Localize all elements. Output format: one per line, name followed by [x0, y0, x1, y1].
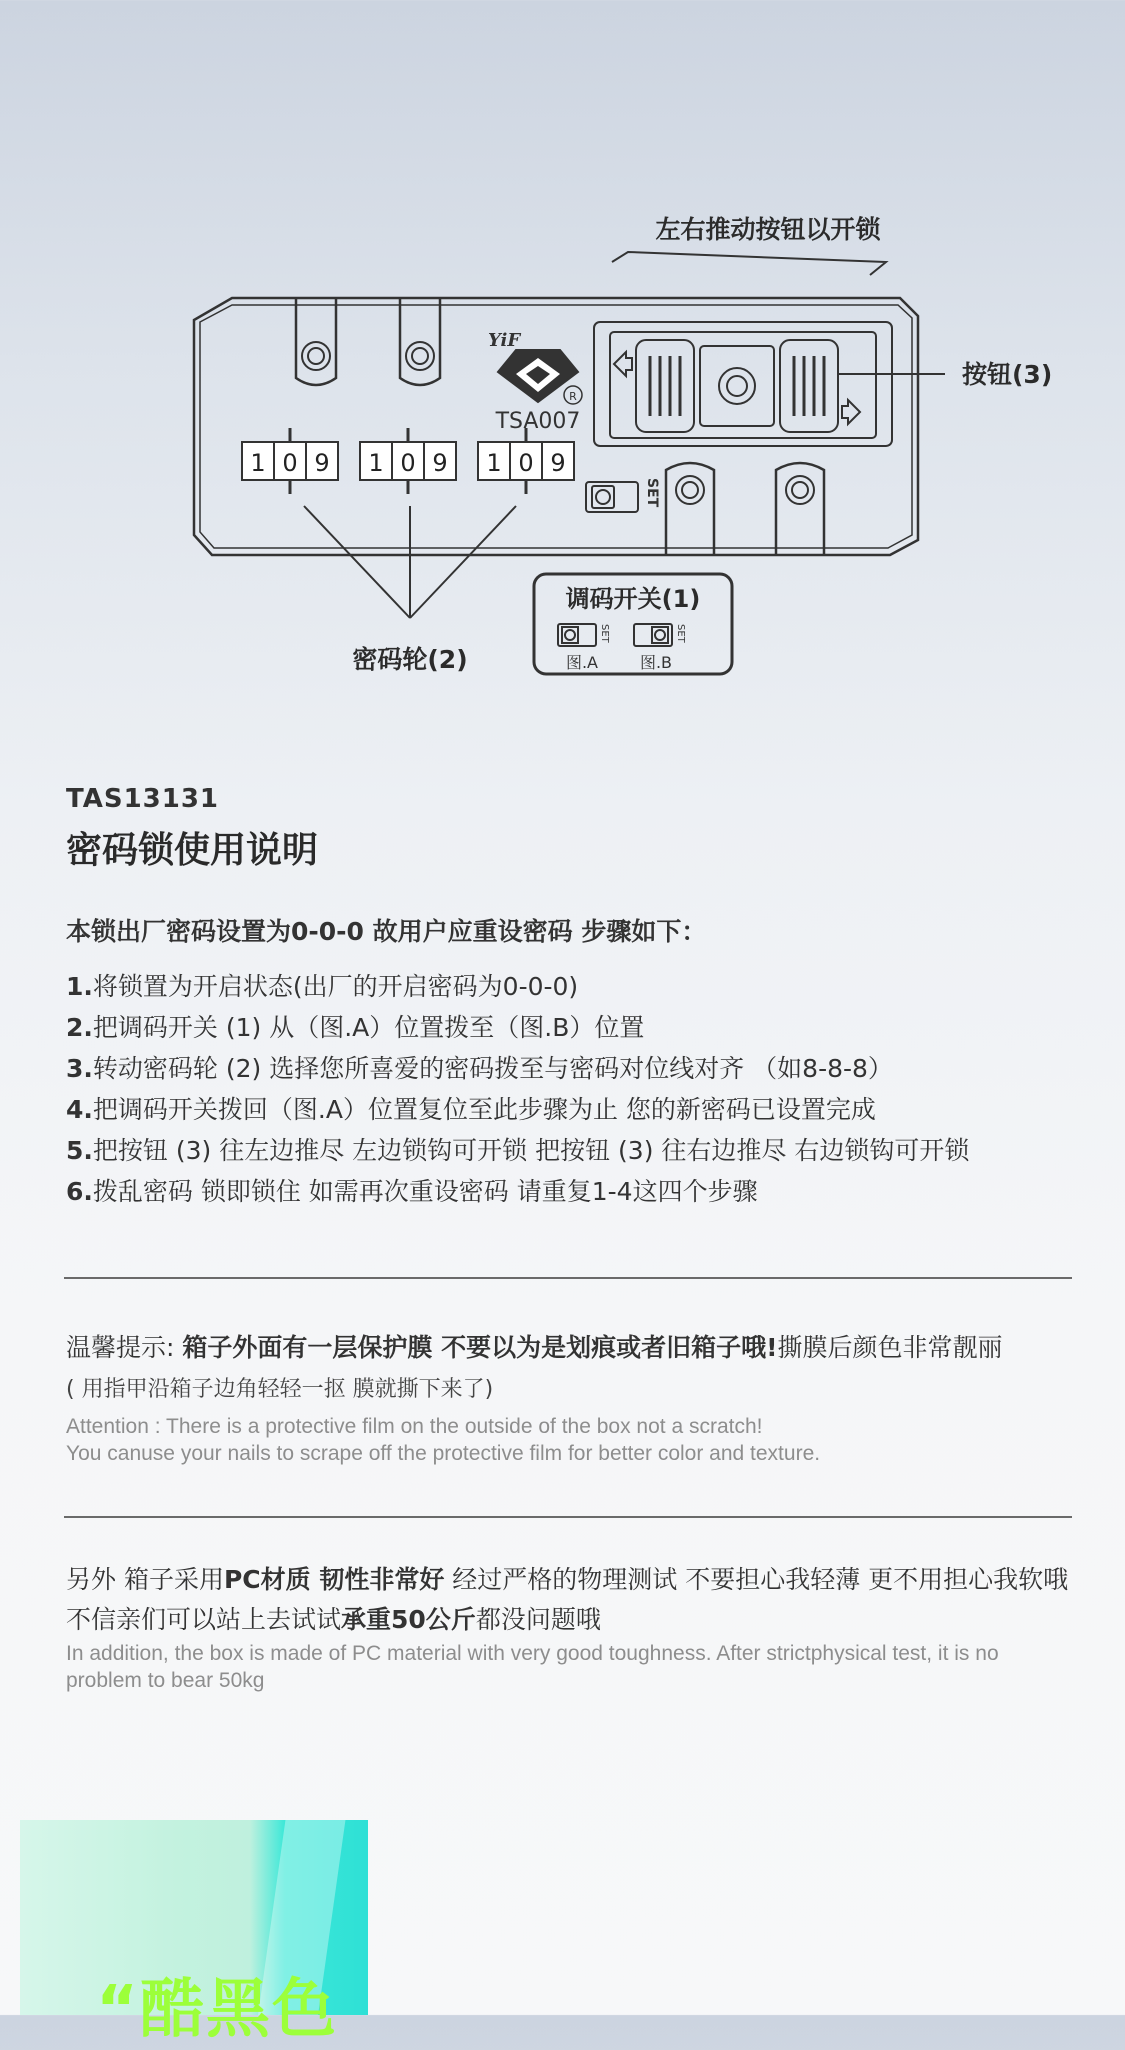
tip-subtext: ( 用指甲沿箱子边角轻轻一抠 膜就撕下来了) [66, 1377, 494, 1402]
material-bold: 承重50公斤 [341, 1605, 476, 1634]
step-number: 6. [66, 1177, 93, 1206]
fig-a-set-label: SET [599, 624, 610, 643]
wheel-digit: 1 [368, 449, 384, 477]
push-arrow-line [612, 252, 886, 275]
arrow-left-icon [614, 352, 632, 376]
steps-list [66, 966, 969, 1212]
wheel-digit: 0 [400, 449, 416, 477]
tip-bold: 箱子外面有一层保护膜 不要以为是划痕或者旧箱子哦! [182, 1333, 778, 1362]
wheel-2 [360, 428, 456, 494]
step-text: 将锁置为开启状态(出厂的开启密码为0-0-0) [92, 972, 579, 1001]
tsa-code: TSA007 [495, 409, 581, 434]
arrow-right-icon [842, 400, 860, 424]
manual-title: 密码锁使用说明 [66, 830, 319, 871]
step-item [66, 966, 969, 1007]
material-text-part: 都没问题哦 [475, 1605, 601, 1634]
wheel-digit: 0 [518, 449, 534, 477]
button-label: 按钮(3) [962, 360, 1053, 389]
set-switch [586, 482, 638, 512]
step-item [66, 1048, 969, 1089]
switch-label: 调码开关(1) [565, 585, 701, 613]
wheel-leader-lines [304, 506, 516, 618]
step-number: 4. [66, 1095, 93, 1124]
divider [64, 1277, 1072, 1279]
switch-fig-b-icon [634, 624, 672, 646]
step-item [66, 1171, 969, 1212]
material-text-part: 经过严格的物理测试 不要担心我轻薄 更不用担心我软哦 不信亲们可以站上去试试 [66, 1565, 1069, 1634]
step-number: 2. [66, 1013, 93, 1042]
push-label: 左右推动按钮以开锁 [655, 215, 881, 244]
tip-english [66, 1413, 1066, 1467]
model-number: TAS13131 [66, 784, 220, 814]
material-text-part: 另外 箱子采用 [66, 1565, 224, 1594]
tip-english-line: Attention : There is a protective film on the outside of the box not a scratch! [66, 1415, 763, 1438]
tip-suffix: 撕膜后颜色非常靓丽 [777, 1333, 1003, 1362]
material-bold: PC材质 韧性非常好 [223, 1565, 445, 1594]
brand-logo: YiF [488, 330, 521, 351]
promo-heading: “酷黑色 [96, 1973, 339, 2047]
set-label: SET [644, 478, 660, 508]
step-number: 5. [66, 1136, 93, 1165]
step-text: 转动密码轮 (2) 选择您所喜爱的密码拨至与密码对位线对齐 （如8-8-8） [92, 1054, 893, 1083]
wheel-digit: 0 [282, 449, 298, 477]
switch-fig-a-icon [558, 624, 596, 646]
step-item [66, 1130, 969, 1171]
wheel-digit: 1 [250, 449, 266, 477]
wheel-digit: 9 [550, 449, 566, 477]
wheel-1 [242, 428, 338, 494]
wheel-digit: 9 [432, 449, 448, 477]
lock-diagram [0, 0, 1125, 700]
step-text: 把调码开关 (1) 从（图.A）位置拨至（图.B）位置 [92, 1013, 645, 1042]
tip-line [66, 1328, 1003, 1364]
wheel-3 [478, 428, 574, 494]
step-number: 3. [66, 1054, 93, 1083]
step-item [66, 1007, 969, 1048]
tip-prefix: 温馨提示: [66, 1333, 183, 1362]
fig-b-set-label: SET [675, 624, 686, 643]
step-text: 把调码开关拨回（图.A）位置复位至此步骤为止 您的新密码已设置完成 [92, 1095, 876, 1124]
material-english: In addition, the box is made of PC material with very good toughness. After strictphysical test, it is no problem to bear 50kg [66, 1642, 999, 1692]
fig-a-label: 图.A [565, 653, 599, 672]
step-number: 1. [66, 972, 93, 1001]
manual-intro: 本锁出厂密码设置为0-0-0 故用户应重设密码 步骤如下： [66, 917, 707, 946]
step-text: 拨乱密码 锁即锁住 如需再次重设密码 请重复1-4这四个步骤 [92, 1177, 758, 1206]
wheel-digit: 1 [486, 449, 502, 477]
button-grips [650, 356, 824, 416]
divider [64, 1516, 1072, 1518]
fig-b-label: 图.B [639, 653, 673, 672]
material-text [66, 1560, 1076, 1640]
step-item [66, 1089, 969, 1130]
registered-letter: R [569, 390, 577, 403]
step-text: 把按钮 (3) 往左边推尽 左边锁钩可开锁 把按钮 (3) 往右边推尽 右边锁钩可开锁 [92, 1136, 970, 1165]
tsa-diamond-icon [498, 350, 578, 402]
push-button [594, 322, 945, 446]
tip-english-line: You canuse your nails to scrape off the protective film for better color and texture. [66, 1442, 821, 1465]
wheel-label: 密码轮(2) [352, 645, 468, 674]
wheel-digit: 9 [314, 449, 330, 477]
